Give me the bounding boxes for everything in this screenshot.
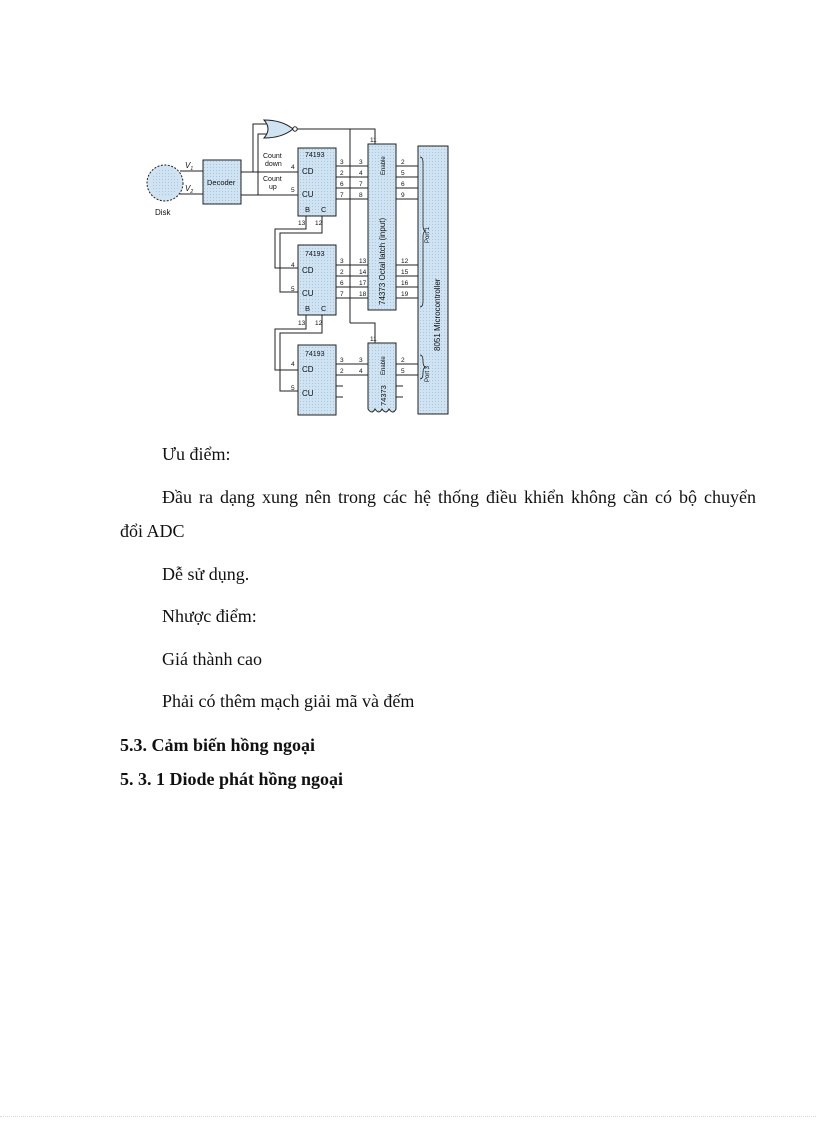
decoder-label: Decoder [207,178,236,187]
svg-text:74193: 74193 [305,351,325,358]
v2-label: $V_2$ [185,184,194,195]
svg-text:CU: CU [302,289,314,298]
svg-text:74193: 74193 [305,251,325,258]
latch1-label: 74373 Octal latch (input) [378,217,387,305]
nor-gate [264,120,297,138]
svg-text:Enable: Enable [381,356,387,375]
svg-text:CD: CD [302,167,314,176]
counter-out-pin: 6 [340,280,344,287]
encoder-circuit-diagram [140,115,460,420]
svg-text:4: 4 [291,164,295,171]
latch-out-pin: 19 [401,291,409,298]
counter-out-pin: 3 [340,357,344,364]
latch-out-pin: 2 [401,357,405,364]
svg-text:B: B [305,304,311,313]
latch-out-pin: 12 [401,258,409,265]
counter-out-pin: 7 [340,291,344,298]
latch-out-pin: 16 [401,280,409,287]
latch-out-pin: 6 [401,181,405,188]
count-down-label-1: Count [263,153,282,160]
svg-text:B: B [305,205,311,214]
svg-text:74193: 74193 [305,152,325,159]
latch-out-pin: 2 [401,159,405,166]
svg-text:Port 1: Port 1 [425,226,431,243]
svg-text:Enable: Enable [381,156,387,175]
disadvantages-title: Nhược điểm: [162,606,257,626]
disadvantage-item-1: Giá thành cao [162,649,262,669]
svg-text:C: C [321,304,327,313]
latch-out-pin: 5 [401,368,405,375]
latch-in-pin: 3 [359,357,363,364]
latch-in-pin: 4 [359,170,363,177]
latch-in-pin: 8 [359,192,363,199]
svg-text:11: 11 [370,137,377,144]
svg-text:CD: CD [302,266,314,275]
latch-out-pin: 9 [401,192,405,199]
counter-out-pin: 3 [340,258,344,265]
mcu-label: 8051 Microcontroller [433,278,442,351]
advantages-title: Ưu điểm: [162,444,231,464]
svg-text:Port 3: Port 3 [425,365,431,382]
advantage-item-2: Dễ sử dụng. [162,564,250,584]
svg-text:CU: CU [302,389,314,398]
svg-text:CD: CD [302,365,314,374]
latch-in-pin: 4 [359,368,363,375]
svg-text:12: 12 [315,220,323,227]
disk-label: Disk [155,208,171,217]
svg-text:11: 11 [370,336,377,343]
latch-in-pin: 3 [359,159,363,166]
svg-text:4: 4 [291,361,295,368]
latch-in-pin: 18 [359,291,367,298]
section-heading-5-3: 5.3. Cảm biến hồng ngoại [120,735,316,755]
latch-in-pin: 14 [359,269,367,276]
latch-in-pin: 7 [359,181,363,188]
counter-out-pin: 6 [340,181,344,188]
disk-gear-icon [147,165,183,201]
v1-label: $V_1$ [185,161,194,172]
counter-out-pin: 2 [340,269,344,276]
latch-out-pin: 15 [401,269,409,276]
latch-out-pin: 5 [401,170,405,177]
svg-text:C: C [321,205,327,214]
section-heading-5-3-1: 5. 3. 1 Diode phát hồng ngoại [120,769,344,789]
latch-in-pin: 13 [359,258,367,265]
svg-text:13: 13 [298,320,306,327]
svg-text:74373: 74373 [379,385,388,406]
disadvantage-item-2: Phải có thêm mạch giải mã và đếm [162,691,415,711]
svg-text:13: 13 [298,220,306,227]
count-up-label-1: Count [263,176,282,183]
svg-text:4: 4 [291,262,295,269]
latch-in-pin: 17 [359,280,367,287]
svg-text:12: 12 [315,320,323,327]
advantage-item-1-continued: đổi ADC [120,521,185,541]
counter-out-pin: 2 [340,170,344,177]
svg-text:5: 5 [291,286,295,293]
svg-text:CU: CU [302,190,314,199]
counter-out-pin: 3 [340,159,344,166]
svg-text:5: 5 [291,187,295,194]
page-bottom-divider [0,1116,816,1117]
advantage-item-1: Đầu ra dạng xung nên trong các hệ thống điều khiển không cần có bộ chuyển [162,487,756,507]
svg-text:5: 5 [291,385,295,392]
counter-out-pin: 2 [340,368,344,375]
count-up-label-2: up [269,184,277,191]
counter-out-pin: 7 [340,192,344,199]
count-down-label-2: down [265,161,282,168]
